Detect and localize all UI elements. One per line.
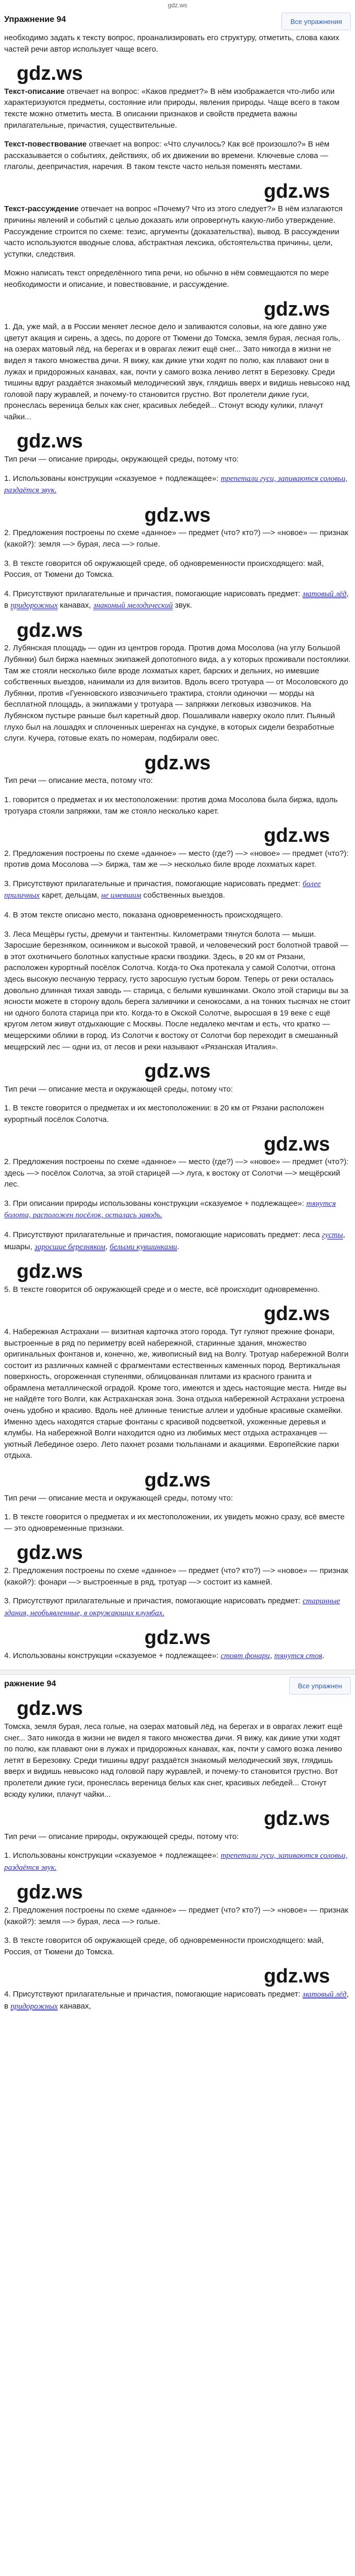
watermark-logo: gdz.ws <box>17 63 83 85</box>
paragraph <box>4 1198 351 1222</box>
paragraph-text: 3. Присутствуют прилагательные и причастия, помогающие нарисовать предмет: <box>4 1597 303 1606</box>
paragraph: 2. Лубянская площадь — один из центров города. Против дома Мосолова (на углу Большой Лубянки) был биржа наемных экипажей допотопного вида, а у которых проживали постоялики. Там же стояли несколько биле вроде лохматых карет, барских и дельних, но имевшие собственных выездов, нанимали из для визитов. Вдоль всего тротуара — от Мосоловского до Лубянки, против «Гуенновского извозчичьего трактира, стояли одиночки — морды на бесплатной площадь, а экипажами у тротуара — запряжки легковых извозчиков. На Лубянском пустыре раньше был каретный двор. Пошаливали наверху около плит. Пьяный глухо был на лошадях и сплоченных шеренгах на сундуке, в которых сидели безработные слуги. Кучера, готовые ехать по номерам, подбирали овес. <box>4 644 351 743</box>
handwritten-answer: трепетали гуси, запиваются соловьи, раздаётся звук. <box>4 1852 348 1872</box>
all-exercises-button[interactable]: Все упражнен <box>289 1677 351 1695</box>
paragraph: 2. Предложения построены по схеме «данное» — предмет (что? кто?) —> «новое» — признак (какой?): фонари —> выстроенные в ряд, тротуар —> состоит из камней. <box>4 1566 349 1587</box>
handwritten-answer: знакомый мелодический <box>93 601 173 610</box>
watermark-logo: gdz.ws <box>264 1965 330 1988</box>
paragraph: необходимо задать к тексту вопрос, проанализировать его структуру, отметить, слова каких частей речи автор использует чаще всего. <box>4 33 339 54</box>
paragraph: 3. В тексте говорится об окружающей среде, об одновременности происходящего: май, Россия, от Тюмени до Томска. <box>4 1936 324 1956</box>
watermark-logo: gdz.ws <box>144 504 211 526</box>
paragraph: 4. В этом тексте описано место, показана одновременность происходящего. <box>4 911 283 920</box>
watermark-logo: gdz.ws <box>144 1627 211 1649</box>
exercise-header <box>4 10 351 32</box>
watermark-logo: gdz.ws <box>17 1698 83 1720</box>
handwritten-answer: заросшие березняком <box>34 1242 105 1251</box>
exercise-solution <box>0 32 355 1662</box>
paragraph <box>4 1650 351 1662</box>
watermark-logo: gdz.ws <box>264 298 330 320</box>
paragraph-text: 1. Использованы конструкции «сказуемое + подлежащее»: <box>4 1851 221 1860</box>
paragraph-text: 4. Присутствуют прилагательные и причастия, помогающие нарисовать предмет: <box>4 1989 303 1999</box>
exercise-title: Упражнение 94 <box>4 15 66 24</box>
paragraph-text: отвечает на вопрос: «Что случилось? Как всё произошло?» В нём рассказывается о событиях, действиях, об их движении во времени. Ключевые слова — глаголы, деепричастия, наречия. В таком тексте часто нельзя поменять местами. <box>4 140 330 172</box>
paragraph: 3. Леса Мещёры густы, дремучи и тантентны. Километрами тянутся болота — мыши. Заросшие березняком, осинником и высокой травой, и человеческий рост болотной травой — в этот охотничьего болотных капустные краски гвоздики. Здесь, в 20 км от Рязани, расположен курортный посёлок Солотча. Когда-то Ока протекала у самой Солотчи, отгона здесь высокую песчаную террасу, густо заросшую густым бором. Теперь от реки осталась довольно длинная тихая заводь — старица, с белыми кувшинками. Около этой старицы вы за ясности можете в сторону вдоль берега заливчики и сенокосами, а на тонких тысячах не стоит ни одного болота старица при кто. Когда-то в Окской Солотче, выросшая в 19 веке с ещё кругом летом живут отдыхающие с Москвы. После недалеко мечтам и есть, что кратко — мещерскими облики в город. Из Солотчи к востоку от Солотчи бор переходит в смешанный мещерский лес — одни из, от лесов и реки называют «Рязанская Италия». <box>4 929 351 1051</box>
exercise-title: ражнение 94 <box>4 1679 56 1689</box>
handwritten-answer: придорожных <box>10 2002 58 2011</box>
paragraph: 1. Да, уже май, а в России меняет лесное дело и запиваются соловьи, на юге давно уже цветут акация и сирень, а здесь, по дороге от Тюмени до Томска, земля бурая, лесная голь, на озерах матовый лёд, на берегах и в оврагах лежит ещё снег... Зато никогда в жизни не видел я такого множества дичи. Я вижу, как дикие утки ходят по полю, как плавают они в лужах и придорожных канавах, как, почти у самого возка лениво летят в Березовку. Среди тишины вдруг раздаётся знакомый мелодический звук, глядишь вверх и видишь невысоко над головой пару журавлей, и почему-то становится грустно. Вот пролетели дикие гуси, пронеслась вереница белых как снег, красивых лебедей... Стонут всюду кулики, плачут чайки... <box>4 322 350 421</box>
paragraph <box>4 588 351 612</box>
watermark-logo: gdz.ws <box>17 430 83 453</box>
paragraph-text: , мшары, <box>4 1230 346 1251</box>
watermark-logo: gdz.ws <box>17 619 83 642</box>
paragraph-text: канавах, <box>57 601 93 610</box>
handwritten-answer: более приличных <box>4 879 321 900</box>
paragraph <box>4 1229 351 1253</box>
watermark-logo: gdz.ws <box>264 180 330 202</box>
watermark-logo: gdz.ws <box>264 1133 330 1155</box>
handwritten-answer: густы <box>322 1231 343 1240</box>
paragraph: 4. Набережная Астрахани — визитная карточка этого города. Тут гуляют прежние фонари, выстроенные в ряд по периметру всей набережной, старинные здания, множество оригинальных фонтанов и, конечно, же, живописный вид на Волгу. Тротуар набережной Волги состоит из различных камней с фрагментами естественных каменных пород. Вертикальная поверхность, огороженная ступенями, облицованная плитами из красного гранита и обрамлена металлической оградой. Кроме того, имеются и здесь настоящие места. Нигде вы не найдёте того Волги, как Астраханская зона. Зона отдыха набережной Астрахани устроена очень удобно и красиво. Вдоль неё длинные тенистые аллеи и удобные красивые скамейки. Именно здесь находятся старые фонтаны с красивой подсветкой, ухоженные деревья и клумбы. На набережной Волги находится одно из любимых мест отдыха астраханцев — уютный Лебединое озеро. Лето пахнет розами тюльпанами и акациями. Европейские парки отдыха. <box>4 1327 349 1460</box>
handwritten-answer: старинные здания, необъявленные, в окружающих клумбах. <box>4 1597 340 1617</box>
watermark-logo: gdz.ws <box>264 1303 330 1325</box>
paragraph: Тип речи — описание природы, окружающей среды, потому что: <box>4 1832 239 1841</box>
paragraph-text: , <box>269 1651 275 1660</box>
watermark-logo: gdz.ws <box>17 1261 83 1283</box>
handwritten-answer: тянутся болота, расположен посёлок, осталась заводь. <box>4 1199 336 1220</box>
paragraph-text: 4. Присутствуют прилагательные и причастия, помогающие нарисовать предмет: <box>4 589 303 598</box>
handwritten-answer: стоят фонари <box>220 1651 270 1660</box>
paragraph <box>4 1595 351 1619</box>
paragraph: Тип речи — описание места, потому что: <box>4 776 153 785</box>
handwritten-answer: матовый лёд <box>302 1990 347 1999</box>
paragraph-text: отвечает на вопрос «Почему? Что из этого следует?» В нём излагаются причины явлений и событий с целью доказать или опровергнуть какую-либо утверждение. Рассуждение строится по схеме: тезис, аргументы (доказательства), вывод. В рассуждении часто используются вводные слова, абстрактная лексика, обстоятельства причины, цели, уступки, следствия. <box>4 204 343 259</box>
handwritten-answer: трепетали гуси, запиваются соловьи, раздаётся звук. <box>4 474 348 495</box>
paragraph <box>4 1989 351 2012</box>
paragraph <box>4 878 351 902</box>
paragraph <box>4 139 351 173</box>
term: Текст-рассуждение <box>4 204 79 214</box>
paragraph-text: , <box>105 1242 110 1251</box>
paragraph-text: звук. <box>173 601 192 610</box>
paragraph: Тип речи — описание места и окружающей среды, потому что: <box>4 1084 233 1094</box>
paragraph: Тип речи — описание природы, окружающей среды, потому что: <box>4 455 239 464</box>
paragraph-text: 4. Присутствуют прилагательные и причастия, помогающие нарисовать предмет: леса <box>4 1230 322 1240</box>
exercise-solution <box>0 1698 355 2012</box>
paragraph-text: 3. При описании природы использованы конструкции «сказуемое + подлежащее»: <box>4 1199 306 1208</box>
paragraph-text: . <box>322 1651 325 1660</box>
paragraph: 1. В тексте говорится о предметах и их местоположении: в 20 км от Рязани расположен курортный посёлок Солотча. <box>4 1104 324 1124</box>
paragraph-text: 1. Использованы конструкции «сказуемое + подлежащее»: <box>4 474 221 483</box>
handwritten-answer: матовый лёд <box>302 589 347 598</box>
watermark-logo: gdz.ws <box>17 1881 83 1904</box>
paragraph: 3. В тексте говорится об окружающей среде, об одновременности происходящего: май, Россия, от Тюмени до Томска. <box>4 559 324 579</box>
paragraph: 2. Предложения построены по схеме «данное» — место (где?) —> «новое» — предмет (что?): против дома Мосолова —> биржа, там же —> несколько биле вроде лохматых карет. <box>4 849 349 869</box>
watermark-logo: gdz.ws <box>264 825 330 847</box>
all-exercises-button[interactable]: Все упражнения <box>281 13 351 30</box>
watermark-logo: gdz.ws <box>144 1060 211 1083</box>
paragraph: 5. В тексте говорится об окружающей среде и о месте, всё происходит одновременно. <box>4 1285 320 1294</box>
watermark-logo: gdz.ws <box>144 752 211 774</box>
paragraph: Можно написать текст определённого типа речи, но обычно в нём совмещаются по мере необходимости и описание, и повествование, и рассуждение. <box>4 269 329 289</box>
watermark-logo: gdz.ws <box>264 1808 330 1830</box>
paragraph-text: 3. Присутствуют прилагательные и причастия, помогающие нарисовать предмет: <box>4 879 303 888</box>
paragraph-text: отвечает на вопрос: «Каков предмет?» В нём изображается что-либо или характеризуются предметы, состояние или природы, явления природы. Чаще всего в таком тексте можно отметить места. В описании признаков и свойств предмета важны прилагательные, причастия, существительные. <box>4 87 340 130</box>
paragraph: 2. Предложения построены по схеме «данное» — место (где?) —> «новое» — предмет (что?): здесь —> посёлок Солотча, за этой старицей —> луга, к востоку от Солотчи —> мещёрский лес. <box>4 1157 349 1189</box>
term: Текст-повествование <box>4 140 87 149</box>
paragraph: Томска, земля бурая, леса голые, на озерах матовый лёд, на берегах и в оврагах лежит ещё снег... Зато никогда в жизни не видел я такого множества дичи. Я вижу, как дикие утки ходят по полю, как плавают они в лужах и придорожных канавах, как, почти у самого возка лениво летят в Березовку. Среди тишины вдруг раздаётся знакомый мелодический звук, глядишь вверх и видишь невысоко над головой пару журавлей, и почему-то становится грустно. Вот пролетели дикие гуси, пронеслась вереница белых как снег, красивых лебедей... Стонут всюду кулики, плачут чайки... <box>4 1722 343 1799</box>
handwritten-answer: белыми кувшинками <box>110 1242 178 1251</box>
paragraph-text: карет, дельцам, <box>39 891 101 900</box>
handwritten-answer: не имевшим <box>101 891 141 900</box>
section-divider <box>0 1670 355 1675</box>
paragraph-text: собственных выездов. <box>141 891 226 900</box>
paragraph: 2. Предложения построены по схеме «данное» — предмет (что? кто?) —> «новое» — признак (какой?): земля —> бурая, леса —> голые. <box>4 528 349 549</box>
paragraph: 1. говорится о предметах и их местоположении: против дома Мосолова была биржа, вдоль тротуара стояли запряжки, там же стояло несколько карет. <box>4 795 338 816</box>
paragraph <box>4 86 351 131</box>
watermark-logo: gdz.ws <box>17 1542 83 1564</box>
site-url: gdz.ws <box>168 2 187 9</box>
paragraph-text: . <box>177 1242 180 1251</box>
paragraph <box>4 1850 351 1873</box>
paragraph: Тип речи — описание места и окружающей среды, потому что: <box>4 1493 233 1503</box>
paragraph: 2. Предложения построены по схеме «данное» — предмет (что? кто?) —> «новое» — признак (какой?): земля —> бурая, леса —> голые. <box>4 1906 349 1926</box>
handwritten-answer: придорожных <box>10 601 58 610</box>
paragraph: 1. В тексте говорится о предметах и их местоположении, их увидеть можно сразу, всё вместе — это одновременные признаки. <box>4 1513 345 1533</box>
exercise-header <box>4 1675 351 1697</box>
paragraph-text: , в <box>4 589 349 610</box>
paragraph <box>4 203 351 260</box>
paragraph-text: 4. Использованы конструкции «сказуемое + подлежащее»: <box>4 1651 221 1660</box>
term: Текст-описание <box>4 87 65 96</box>
paragraph-text: , в <box>4 1989 349 2011</box>
watermark-logo: gdz.ws <box>144 1469 211 1492</box>
handwritten-answer: тянутся стоя <box>274 1651 323 1660</box>
paragraph <box>4 473 351 497</box>
paragraph-text: канавах, <box>57 2001 91 2011</box>
